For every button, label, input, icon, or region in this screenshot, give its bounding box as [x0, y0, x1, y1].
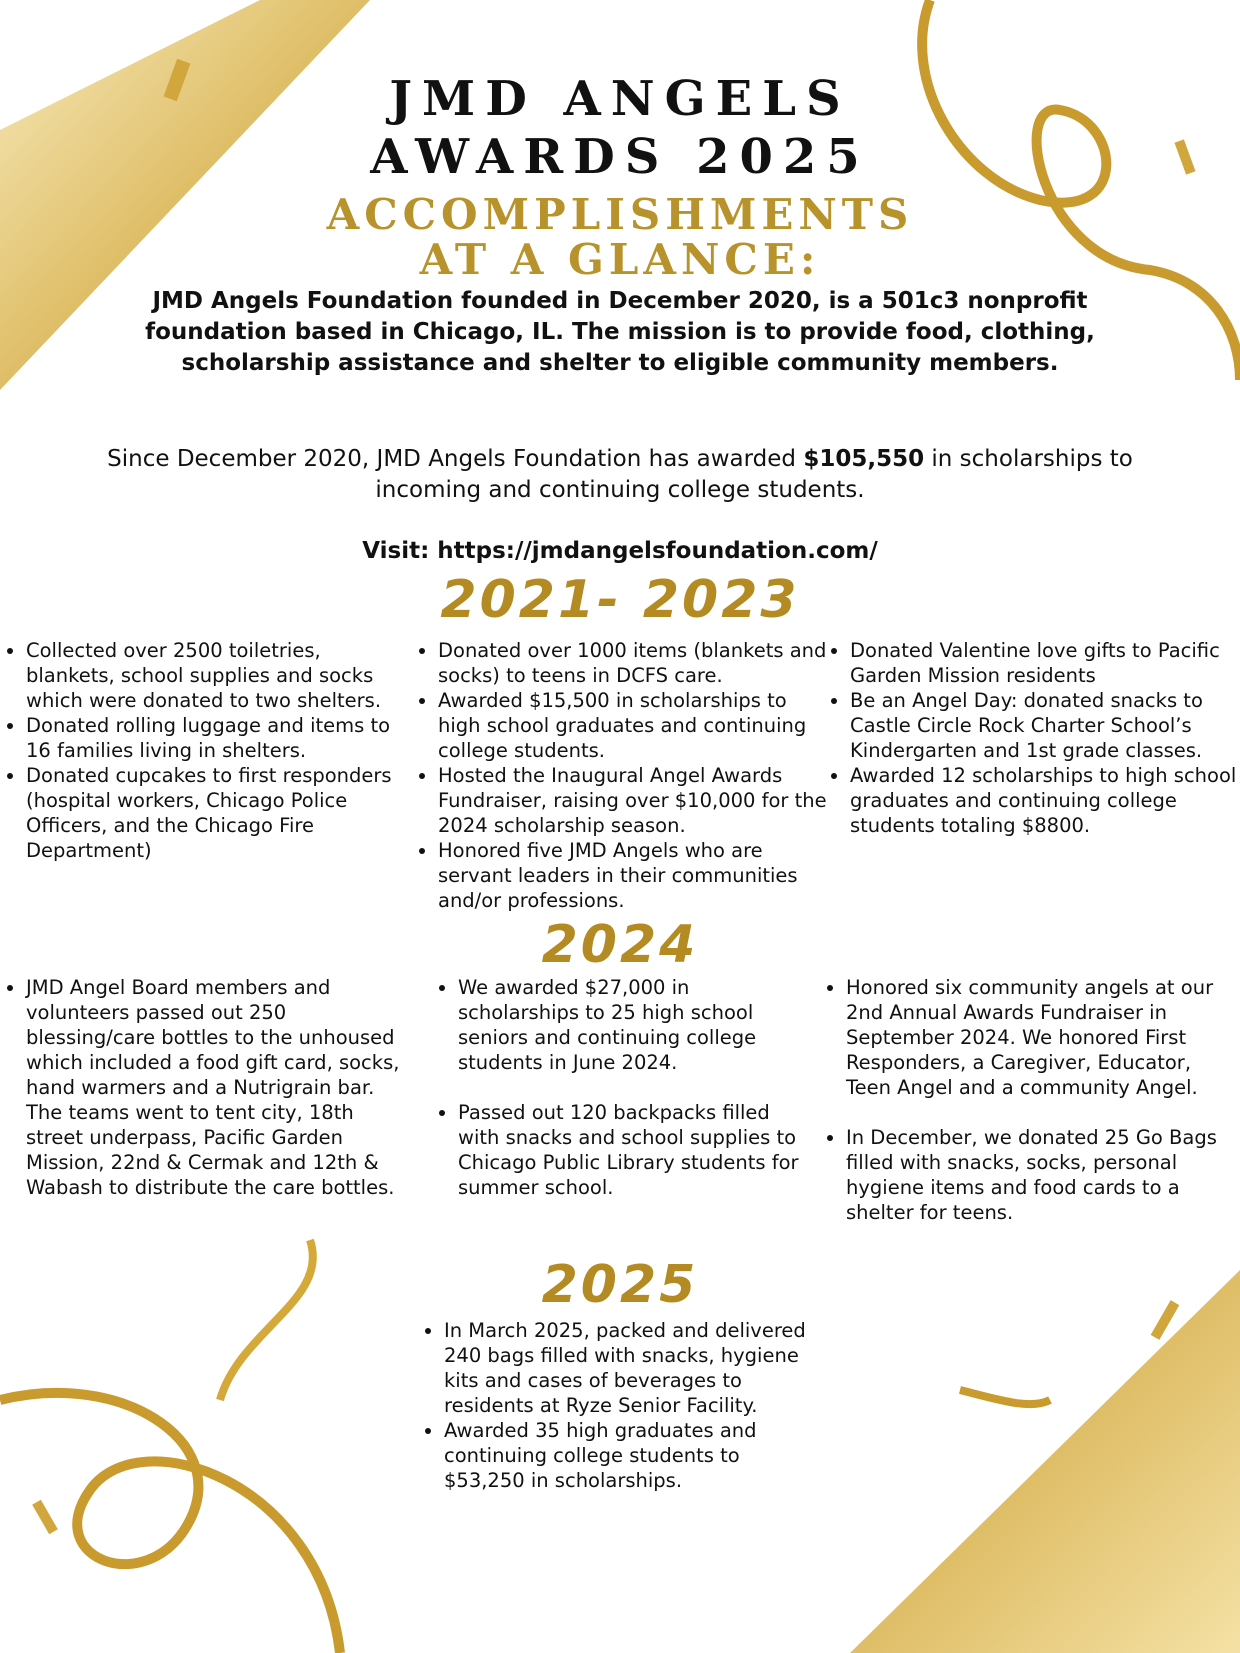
title-line-2: AWARDS 2025: [370, 129, 870, 185]
list-item: • In December, we donated 25 Go Bags filled with snacks, socks, personal hygiene items and food cards to a shelter for teens.: [846, 1125, 1220, 1225]
gold-band-bottom-right: [850, 1270, 1240, 1653]
mission-statement: JMD Angels Foundation founded in December 2020, is a 501c3 nonprofit foundation based in Chicago, IL. The mission is to provide food, clothing, scholarship assistance and shelter to eligible community members.: [145, 288, 1095, 376]
list-2024-col3: [820, 975, 1220, 1225]
website-link[interactable]: Visit: https://jmdangelsfoundation.com/: [362, 538, 878, 564]
list-2021-col1: [0, 638, 410, 863]
list-item: • Be an Angel Day: donated snacks to Castle Circle Rock Charter School’s Kindergarten and 1st grade classes.: [850, 688, 1240, 763]
year-heading-2021-2023: 2021- 2023: [440, 570, 800, 630]
summary-text-after: in scholarships to incoming and continuing college students.: [375, 446, 1133, 503]
year-heading-2025: 2025: [541, 1255, 699, 1315]
scholarship-total: $105,550: [803, 446, 925, 472]
scholarship-summary: [100, 444, 1140, 506]
list-2024-col1: [0, 975, 405, 1200]
list-2024-col2: [432, 975, 812, 1200]
list-item: • Donated over 1000 items (blankets and socks) to teens in DCFS care.: [438, 638, 828, 688]
list-item: • Awarded $15,500 in scholarships to high school graduates and continuing college students.: [438, 688, 828, 763]
list-item: • We awarded $27,000 in scholarships to 25 high school seniors and continuing college students in June 2024.: [458, 975, 812, 1075]
list-item: • Awarded 35 high graduates and continuing college students to $53,250 in scholarships.: [444, 1418, 808, 1493]
list-item: • Donated rolling luggage and items to 16 families living in shelters.: [26, 713, 410, 763]
list-item: • In March 2025, packed and delivered 240 bags filled with snacks, hygiene kits and cases of beverages to residents at Ryze Senior Facility.: [444, 1318, 808, 1418]
list-item: • Collected over 2500 toiletries, blankets, school supplies and socks which were donated to two shelters.: [26, 638, 410, 713]
list-item: • Honored five JMD Angels who are servant leaders in their communities and/or professions.: [438, 838, 828, 913]
list-item: • Passed out 120 backpacks filled with snacks and school supplies to Chicago Public Library students for summer school.: [458, 1100, 812, 1200]
list-item: • Donated Valentine love gifts to Pacific Garden Mission residents: [850, 638, 1240, 688]
list-2021-col2: [412, 638, 828, 913]
list-item: • Awarded 12 scholarships to high school graduates and continuing college students totaling $8800.: [850, 763, 1240, 838]
list-item: • Honored six community angels at our 2nd Annual Awards Fundraiser in September 2024. We honored First Responders, a Caregiver, Educator, Teen Angel and a community Angel.: [846, 975, 1220, 1100]
subtitle-line-1: ACCOMPLISHMENTS: [326, 190, 914, 239]
list-item: • Donated cupcakes to first responders (hospital workers, Chicago Police Officers, and the Chicago Fire Department): [26, 763, 410, 863]
title-line-1: JMD ANGELS: [389, 71, 851, 127]
list-2021-col3: [824, 638, 1240, 838]
year-heading-2024: 2024: [541, 915, 699, 975]
subtitle-line-2: AT A GLANCE:: [419, 235, 821, 284]
summary-text-before: Since December 2020, JMD Angels Foundation has awarded: [107, 446, 804, 472]
list-item: • Hosted the Inaugural Angel Awards Fundraiser, raising over $10,000 for the 2024 scholarship season.: [438, 763, 828, 838]
list-2025: [418, 1318, 808, 1493]
list-item: • JMD Angel Board members and volunteers passed out 250 blessing/care bottles to the unhoused which included a food gift card, socks, hand warmers and a Nutrigrain bar. The teams went to tent city, 18th street underpass, Pacific Garden Mission, 22nd & Cermak and 12th & Wabash to distribute the care bottles.: [26, 975, 405, 1200]
